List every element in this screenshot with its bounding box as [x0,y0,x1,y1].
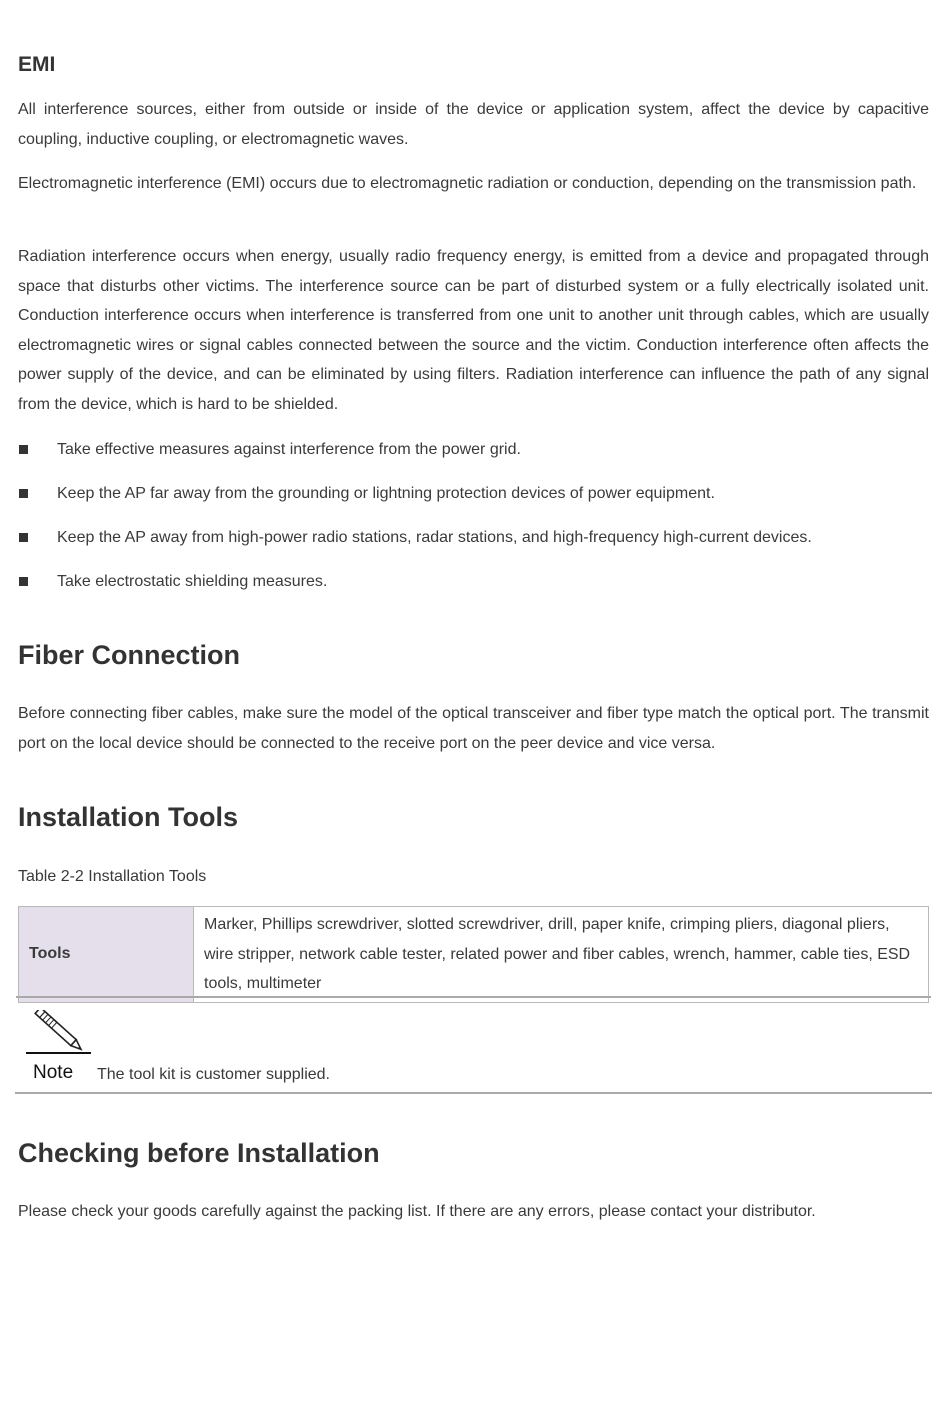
note-bottom-rule [15,1092,932,1094]
note-label: Note [33,1062,74,1083]
list-item: Take electrostatic shielding measures. [18,572,929,616]
checking-before-installation-heading: Checking before Installation [18,1138,380,1168]
bullet-square-icon [19,489,28,498]
emi-heading: EMI [18,53,56,76]
table-bottom-rule [16,996,931,998]
table-caption: Table 2-2 Installation Tools [18,868,207,885]
fiber-paragraph: Before connecting fiber cables, make sure the model of the optical transceiver and fiber type match the optical port. The transmit port on the local device should be connected to the receive port on the peer device and vice versa. [18,705,929,752]
pencil-note-icon [24,1010,92,1054]
emi-paragraph-3: Radiation interference occurs when energy, usually radio frequency energy, is emitted from a device and propagated through space that disturbs other victims. The interference source can be part of disturbed system or a fully electrically isolated unit. Conduction interference occurs when interference is transferred from one unit to another unit through cables, which are usually electromagnetic wires or signal cables connected between the source and the victim. Conduction interference often affects the power supply of the device, and can be eliminated by using filters. Radiation interference can influence the path of any signal from the device, which is hard to be shielded. [18,248,929,413]
emi-bullet-list [18,440,929,616]
installation-tools-heading: Installation Tools [18,802,239,832]
checking-paragraph: Please check your goods carefully against the packing list. If there are any errors, please contact your distributor. [18,1203,816,1220]
bullet-square-icon [19,533,28,542]
list-item: Keep the AP away from high-power radio stations, radar stations, and high-frequency high-current devices. [18,528,929,572]
list-item: Take effective measures against interference from the power grid. [18,440,929,484]
fiber-connection-heading: Fiber Connection [18,640,240,670]
table-cell: Marker, Phillips screwdriver, slotted screwdriver, drill, paper knife, crimping pliers, diagonal pliers, wire stripper, network cable tester, related power and fiber cables, wrench, hammer, cable ties, ESD tools, multimeter [194,907,929,1003]
emi-paragraph-1: All interference sources, either from outside or inside of the device or application system, affect the device by capacitive coupling, inductive coupling, or electromagnetic waves. [18,101,929,148]
list-item: Keep the AP far away from the grounding or lightning protection devices of power equipment. [18,484,929,528]
bullet-square-icon [19,445,28,454]
emi-paragraph-2: Electromagnetic interference (EMI) occurs due to electromagnetic radiation or conduction, depending on the transmission path. [18,175,917,192]
note-text: The tool kit is customer supplied. [97,1066,330,1083]
table-row [19,907,929,1003]
installation-tools-table [18,906,929,1003]
bullet-square-icon [19,577,28,586]
table-row-header: Tools [19,907,194,1003]
